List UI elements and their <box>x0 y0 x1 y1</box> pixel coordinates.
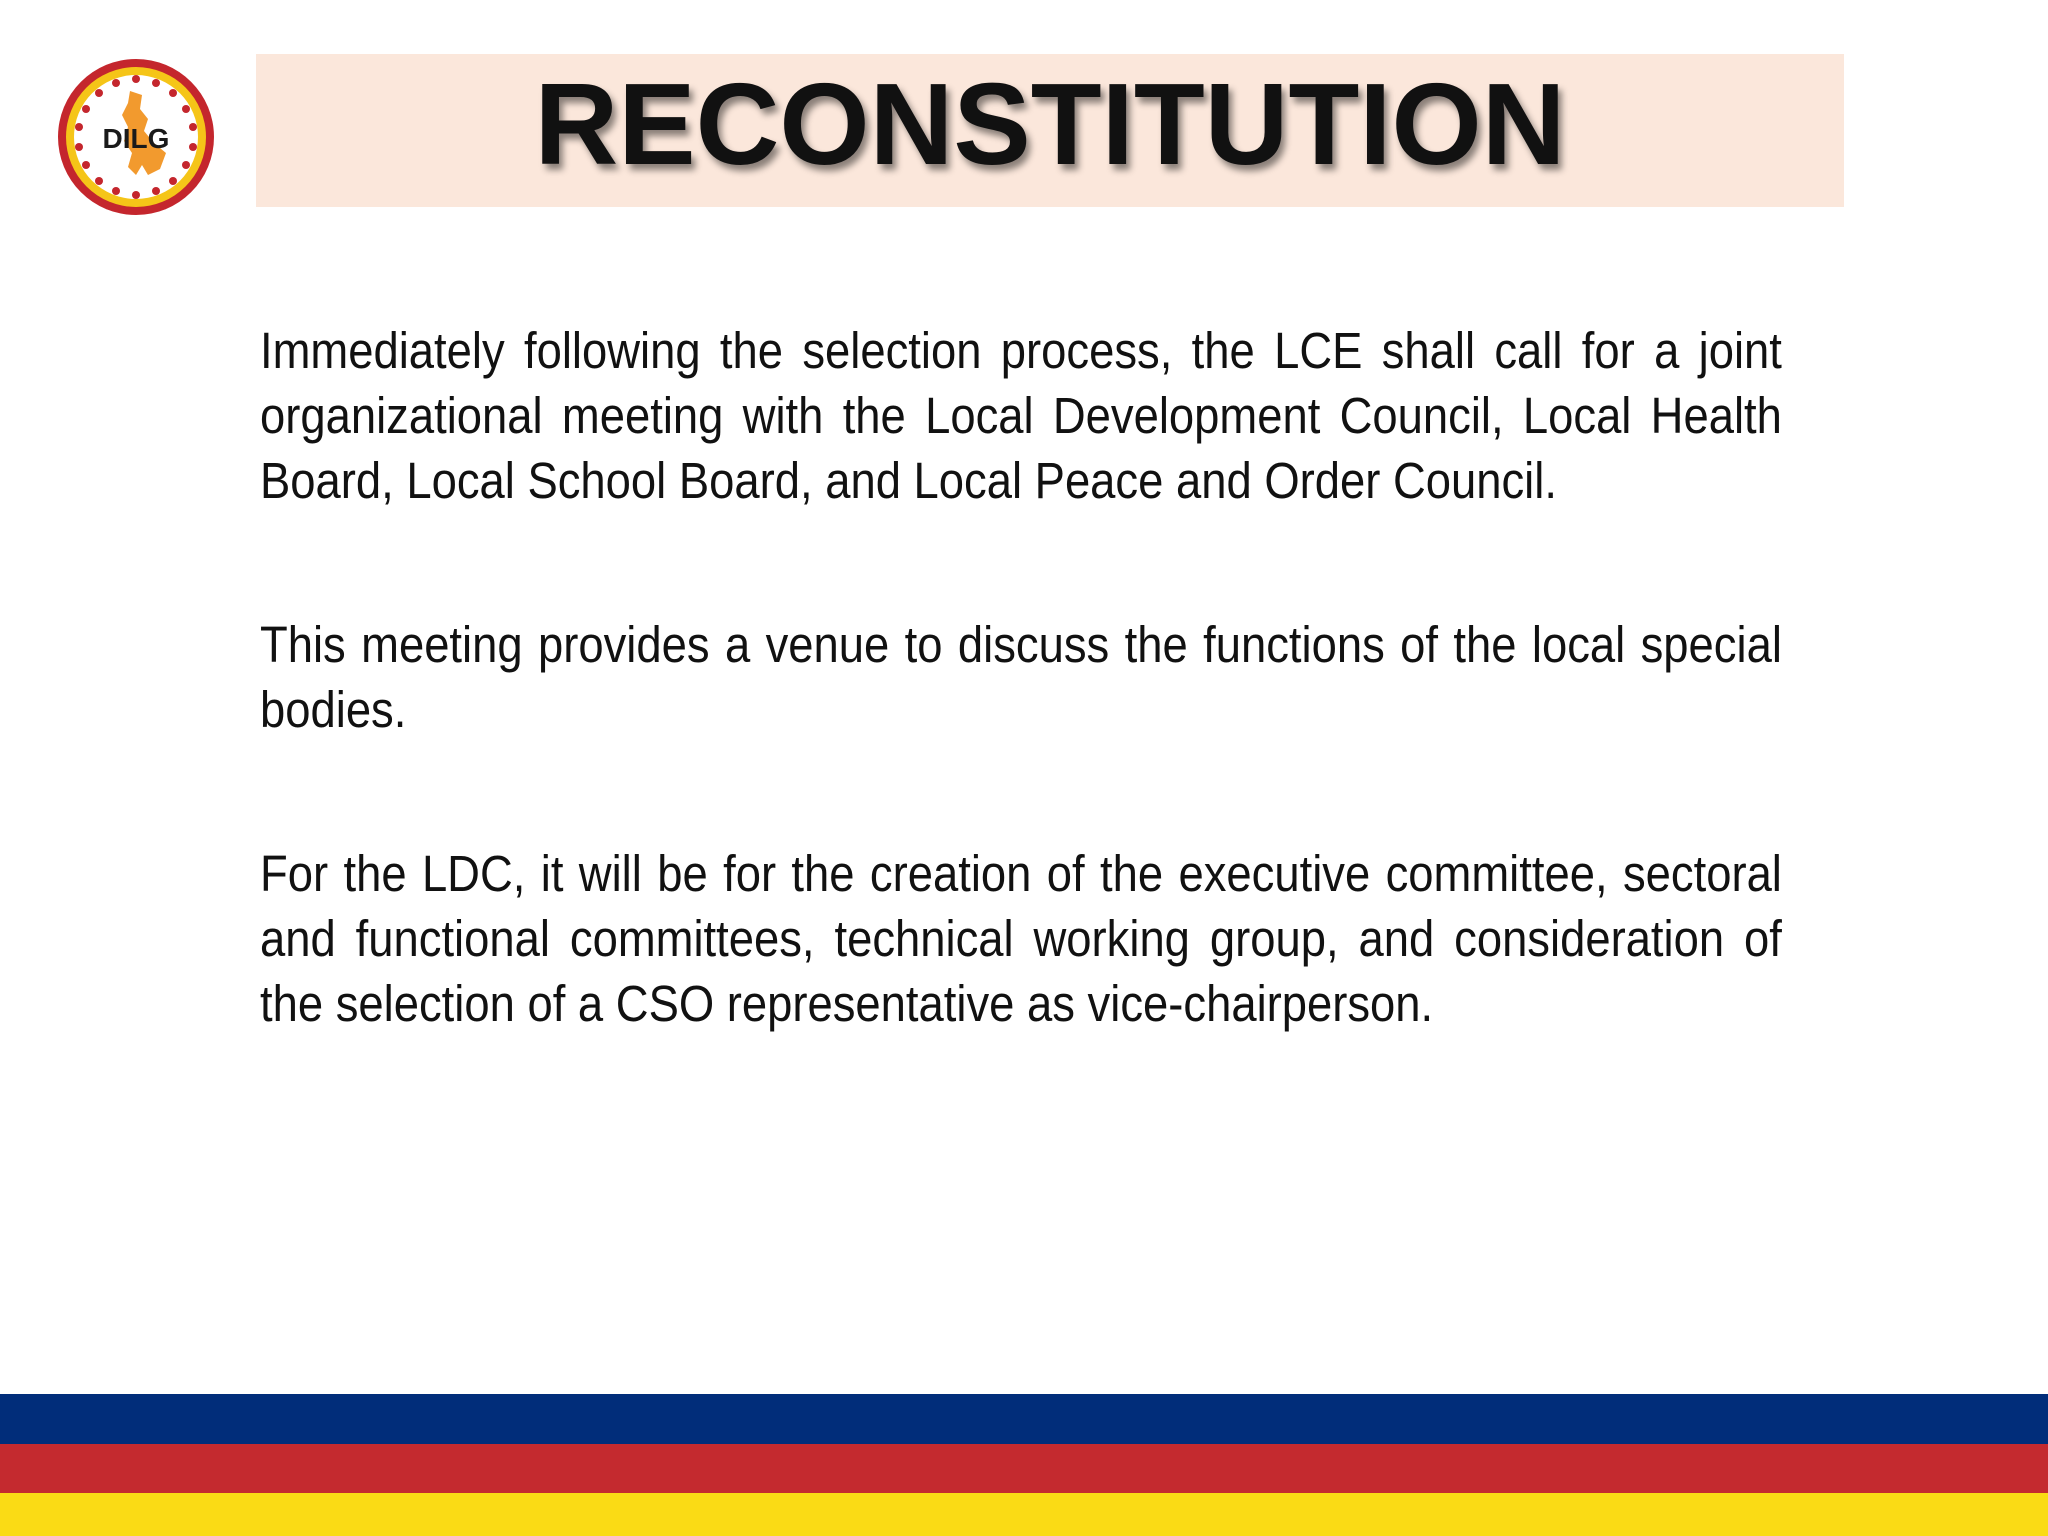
paragraph-2: This meeting provides a venue to discuss the functions of the local special bodies. <box>260 616 1782 738</box>
dilg-seal-icon <box>56 57 216 217</box>
page-title: RECONSTITUTION <box>534 58 1566 189</box>
footer-stripe-blue <box>0 1394 2048 1444</box>
title-banner <box>256 54 1844 207</box>
slide-body <box>260 318 1782 1135</box>
paragraph-3: For the LDC, it will be for the creation of the executive committee, sectoral and functional committees, technical working group, and consideration of the selection of a CSO representative as vice-chairperson. <box>260 845 1782 1032</box>
paragraph-1: Immediately following the selection process, the LCE shall call for a joint organizational meeting with the Local Development Council, Local Health Board, Local School Board, and Local Peace and Order Council. <box>260 322 1782 509</box>
footer-stripe-red <box>0 1444 2048 1493</box>
logo-text: DILG <box>102 123 170 154</box>
footer-stripe-yellow <box>0 1493 2048 1536</box>
